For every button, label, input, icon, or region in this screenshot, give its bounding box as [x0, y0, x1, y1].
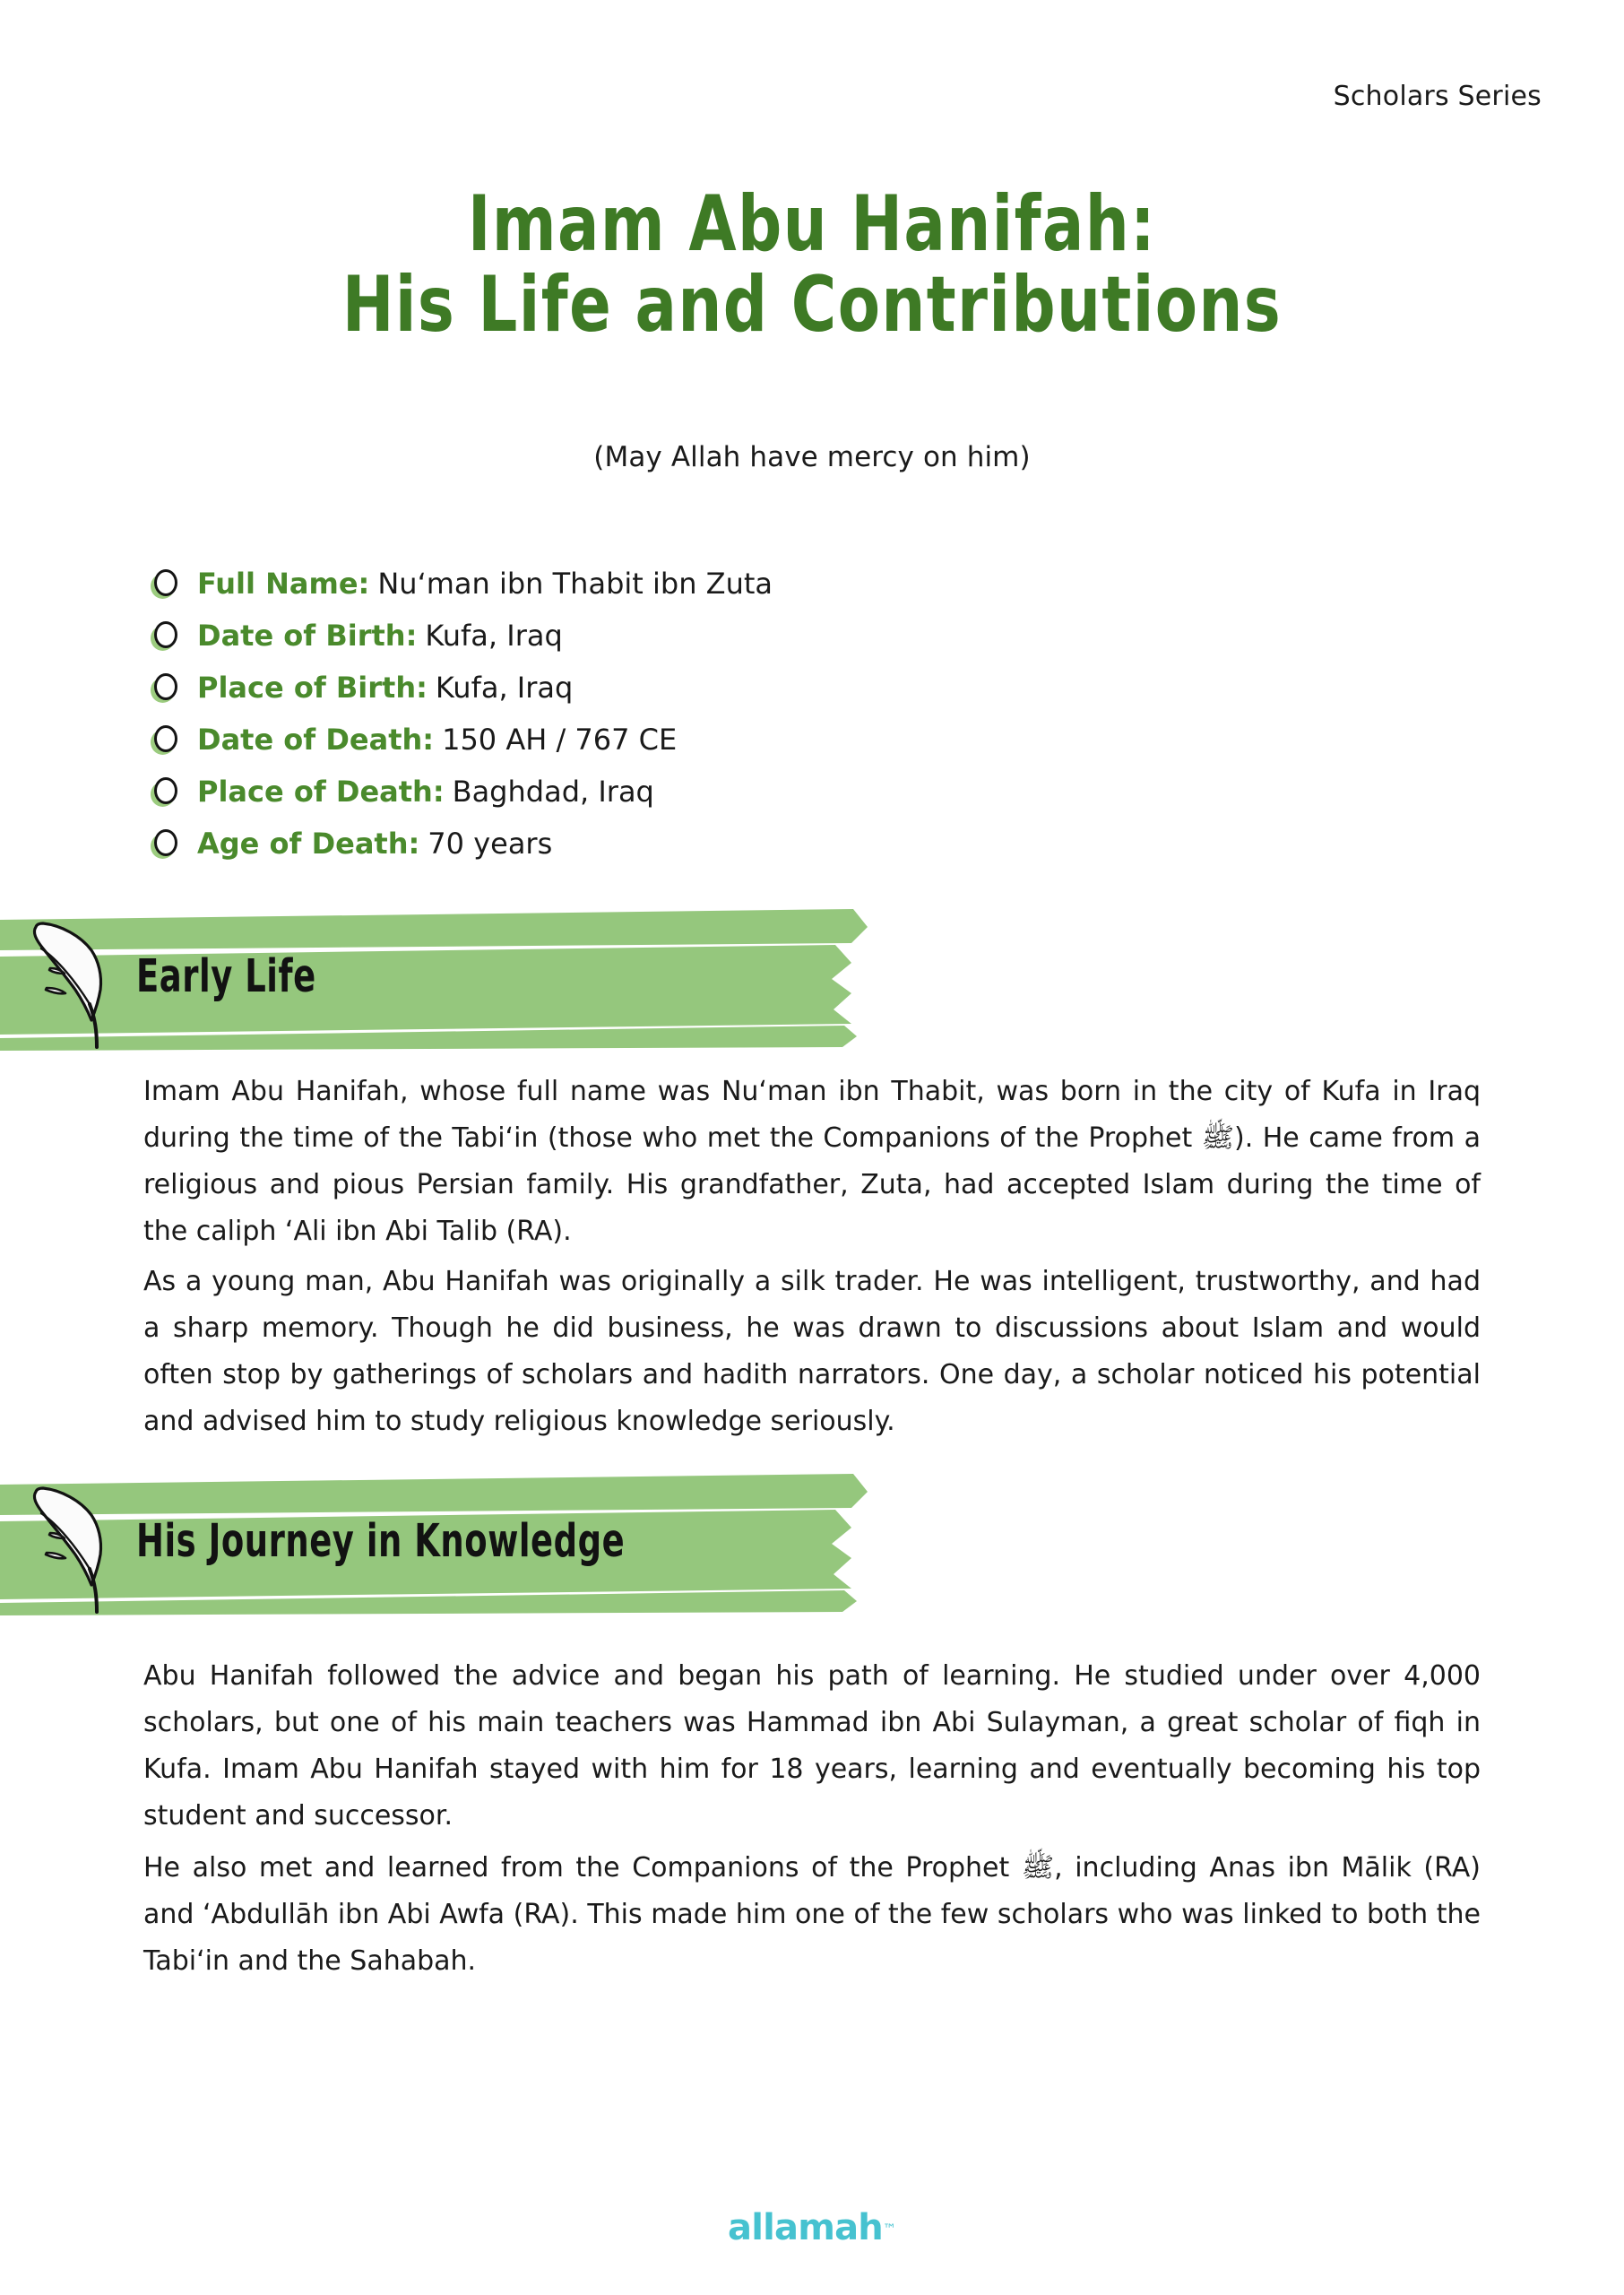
list-item — [151, 714, 1495, 766]
footer-brand-logo — [0, 2207, 1624, 2248]
list-item — [151, 818, 1495, 870]
fact-label: Place of Death: — [197, 775, 445, 809]
fact-label: Full Name: — [197, 567, 370, 601]
crescent-moon-bullet-icon — [151, 620, 179, 651]
section-banner-early-life — [0, 907, 896, 1051]
fact-label: Date of Birth: — [197, 619, 418, 653]
biography-fact-list — [151, 558, 1495, 870]
section-banner-his-journey-in-knowledge — [0, 1472, 896, 1615]
page-title — [0, 178, 1624, 351]
page-title-line-1: Imam Abu Hanifah: — [467, 179, 1157, 270]
list-item — [151, 662, 1495, 714]
fact-value: Kufa, Iraq — [425, 619, 563, 653]
crescent-moon-bullet-icon — [151, 568, 179, 599]
section-heading: Early Life — [136, 949, 316, 1002]
page-title-line-2: His Life and Contributions — [341, 260, 1283, 351]
section-paragraph: As a young man, Abu Hanifah was originally a silk trader. He was intelligent, trustworthy, and had a sharp memory. Though he did business, he was drawn to discussions about Islam and would often stop by gatherings of scholars and hadith narrators. One day, a scholar noticed his potential and advised him to study religious knowledge seriously. — [143, 1266, 1481, 1437]
fact-value: Nuʻman ibn Thabit ibn Zuta — [377, 567, 773, 601]
fact-value: 70 years — [428, 827, 553, 861]
section-paragraph: He also met and learned from the Companions of the Prophet ﷺ, including Anas ibn Mālik (RA) and ʻAbdullāh ibn Abi Awfa (RA). This made him one of the few scholars who was linked to both the Tabiʻin and the Sahabah. — [143, 1852, 1481, 1977]
list-item — [151, 558, 1495, 610]
page-subtitle: (May Allah have mercy on him) — [593, 441, 1031, 473]
feather-quill-icon — [20, 918, 127, 1052]
crescent-moon-bullet-icon — [151, 828, 179, 859]
section-paragraph: Abu Hanifah followed the advice and began his path of learning. He studied under over 4,000 scholars, but one of his main teachers was Hammad ibn Abi Sulayman, a great scholar of fiqh in Kufa. Imam Abu Hanifah stayed with him for 18 years, learning and eventually becoming his top student and successor. — [143, 1660, 1481, 1832]
fact-label: Date of Death: — [197, 723, 435, 757]
crescent-moon-bullet-icon — [151, 672, 179, 703]
brand-name: allamah — [728, 2207, 883, 2248]
fact-value: Baghdad, Iraq — [452, 775, 654, 809]
trademark-symbol: ™ — [882, 2221, 896, 2238]
fact-value: Kufa, Iraq — [435, 671, 574, 705]
running-head: Scholars Series — [1333, 81, 1542, 112]
fact-label: Place of Birth: — [197, 671, 428, 705]
crescent-moon-bullet-icon — [151, 776, 179, 807]
fact-label: Age of Death: — [197, 827, 420, 861]
section-paragraph: Imam Abu Hanifah, whose full name was Nuʻman ibn Thabit, was born in the city of Kufa in Iraq during the time of the Tabiʻin (those who met the Companions of the Prophet ﷺ). He came from a religious and pious Persian family. His grandfather, Zuta, had accepted Islam during the time of the caliph ʻAli ibn Abi Talib (RA). — [143, 1076, 1481, 1247]
list-item — [151, 610, 1495, 662]
feather-quill-icon — [20, 1483, 127, 1617]
list-item — [151, 766, 1495, 818]
section-heading: His Journey in Knowledge — [136, 1514, 626, 1567]
fact-value: 150 AH / 767 CE — [442, 723, 678, 757]
crescent-moon-bullet-icon — [151, 724, 179, 755]
